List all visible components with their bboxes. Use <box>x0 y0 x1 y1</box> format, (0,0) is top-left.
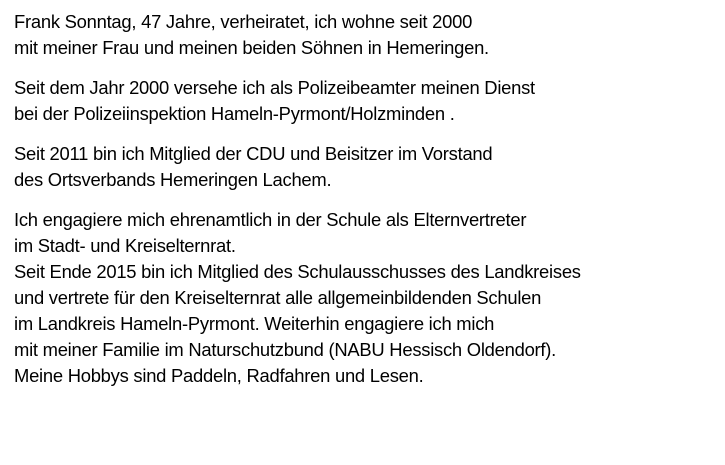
text-line: Seit dem Jahr 2000 versehe ich als Polizeibeamter meinen Dienst <box>14 77 535 98</box>
text-line: mit meiner Frau und meinen beiden Söhnen in Hemeringen. <box>14 37 489 58</box>
paragraph-volunteering <box>14 207 720 389</box>
biography-text <box>14 9 720 389</box>
text-line: und vertrete für den Kreiselternrat alle allgemeinbildenden Schulen <box>14 287 542 308</box>
text-line: des Ortsverbands Hemeringen Lachem. <box>14 169 332 190</box>
text-line: Frank Sonntag, 47 Jahre, verheiratet, ich wohne seit 2000 <box>14 11 473 32</box>
text-line: mit meiner Familie im Naturschutzbund (NABU Hessisch Oldendorf). <box>14 339 557 360</box>
paragraph-profession <box>14 75 720 127</box>
text-line: Seit Ende 2015 bin ich Mitglied des Schulausschusses des Landkreises <box>14 261 581 282</box>
text-line: im Landkreis Hameln-Pyrmont. Weiterhin engagiere ich mich <box>14 313 495 334</box>
text-line: bei der Polizeiinspektion Hameln-Pyrmont/Holzminden . <box>14 103 455 124</box>
paragraph-personal <box>14 9 720 61</box>
text-line: Ich engagiere mich ehrenamtlich in der Schule als Elternvertreter <box>14 209 527 230</box>
text-line: Seit 2011 bin ich Mitglied der CDU und Beisitzer im Vorstand <box>14 143 493 164</box>
text-line: im Stadt- und Kreiselternrat. <box>14 235 236 256</box>
paragraph-party <box>14 141 720 193</box>
text-line: Meine Hobbys sind Paddeln, Radfahren und Lesen. <box>14 365 424 386</box>
